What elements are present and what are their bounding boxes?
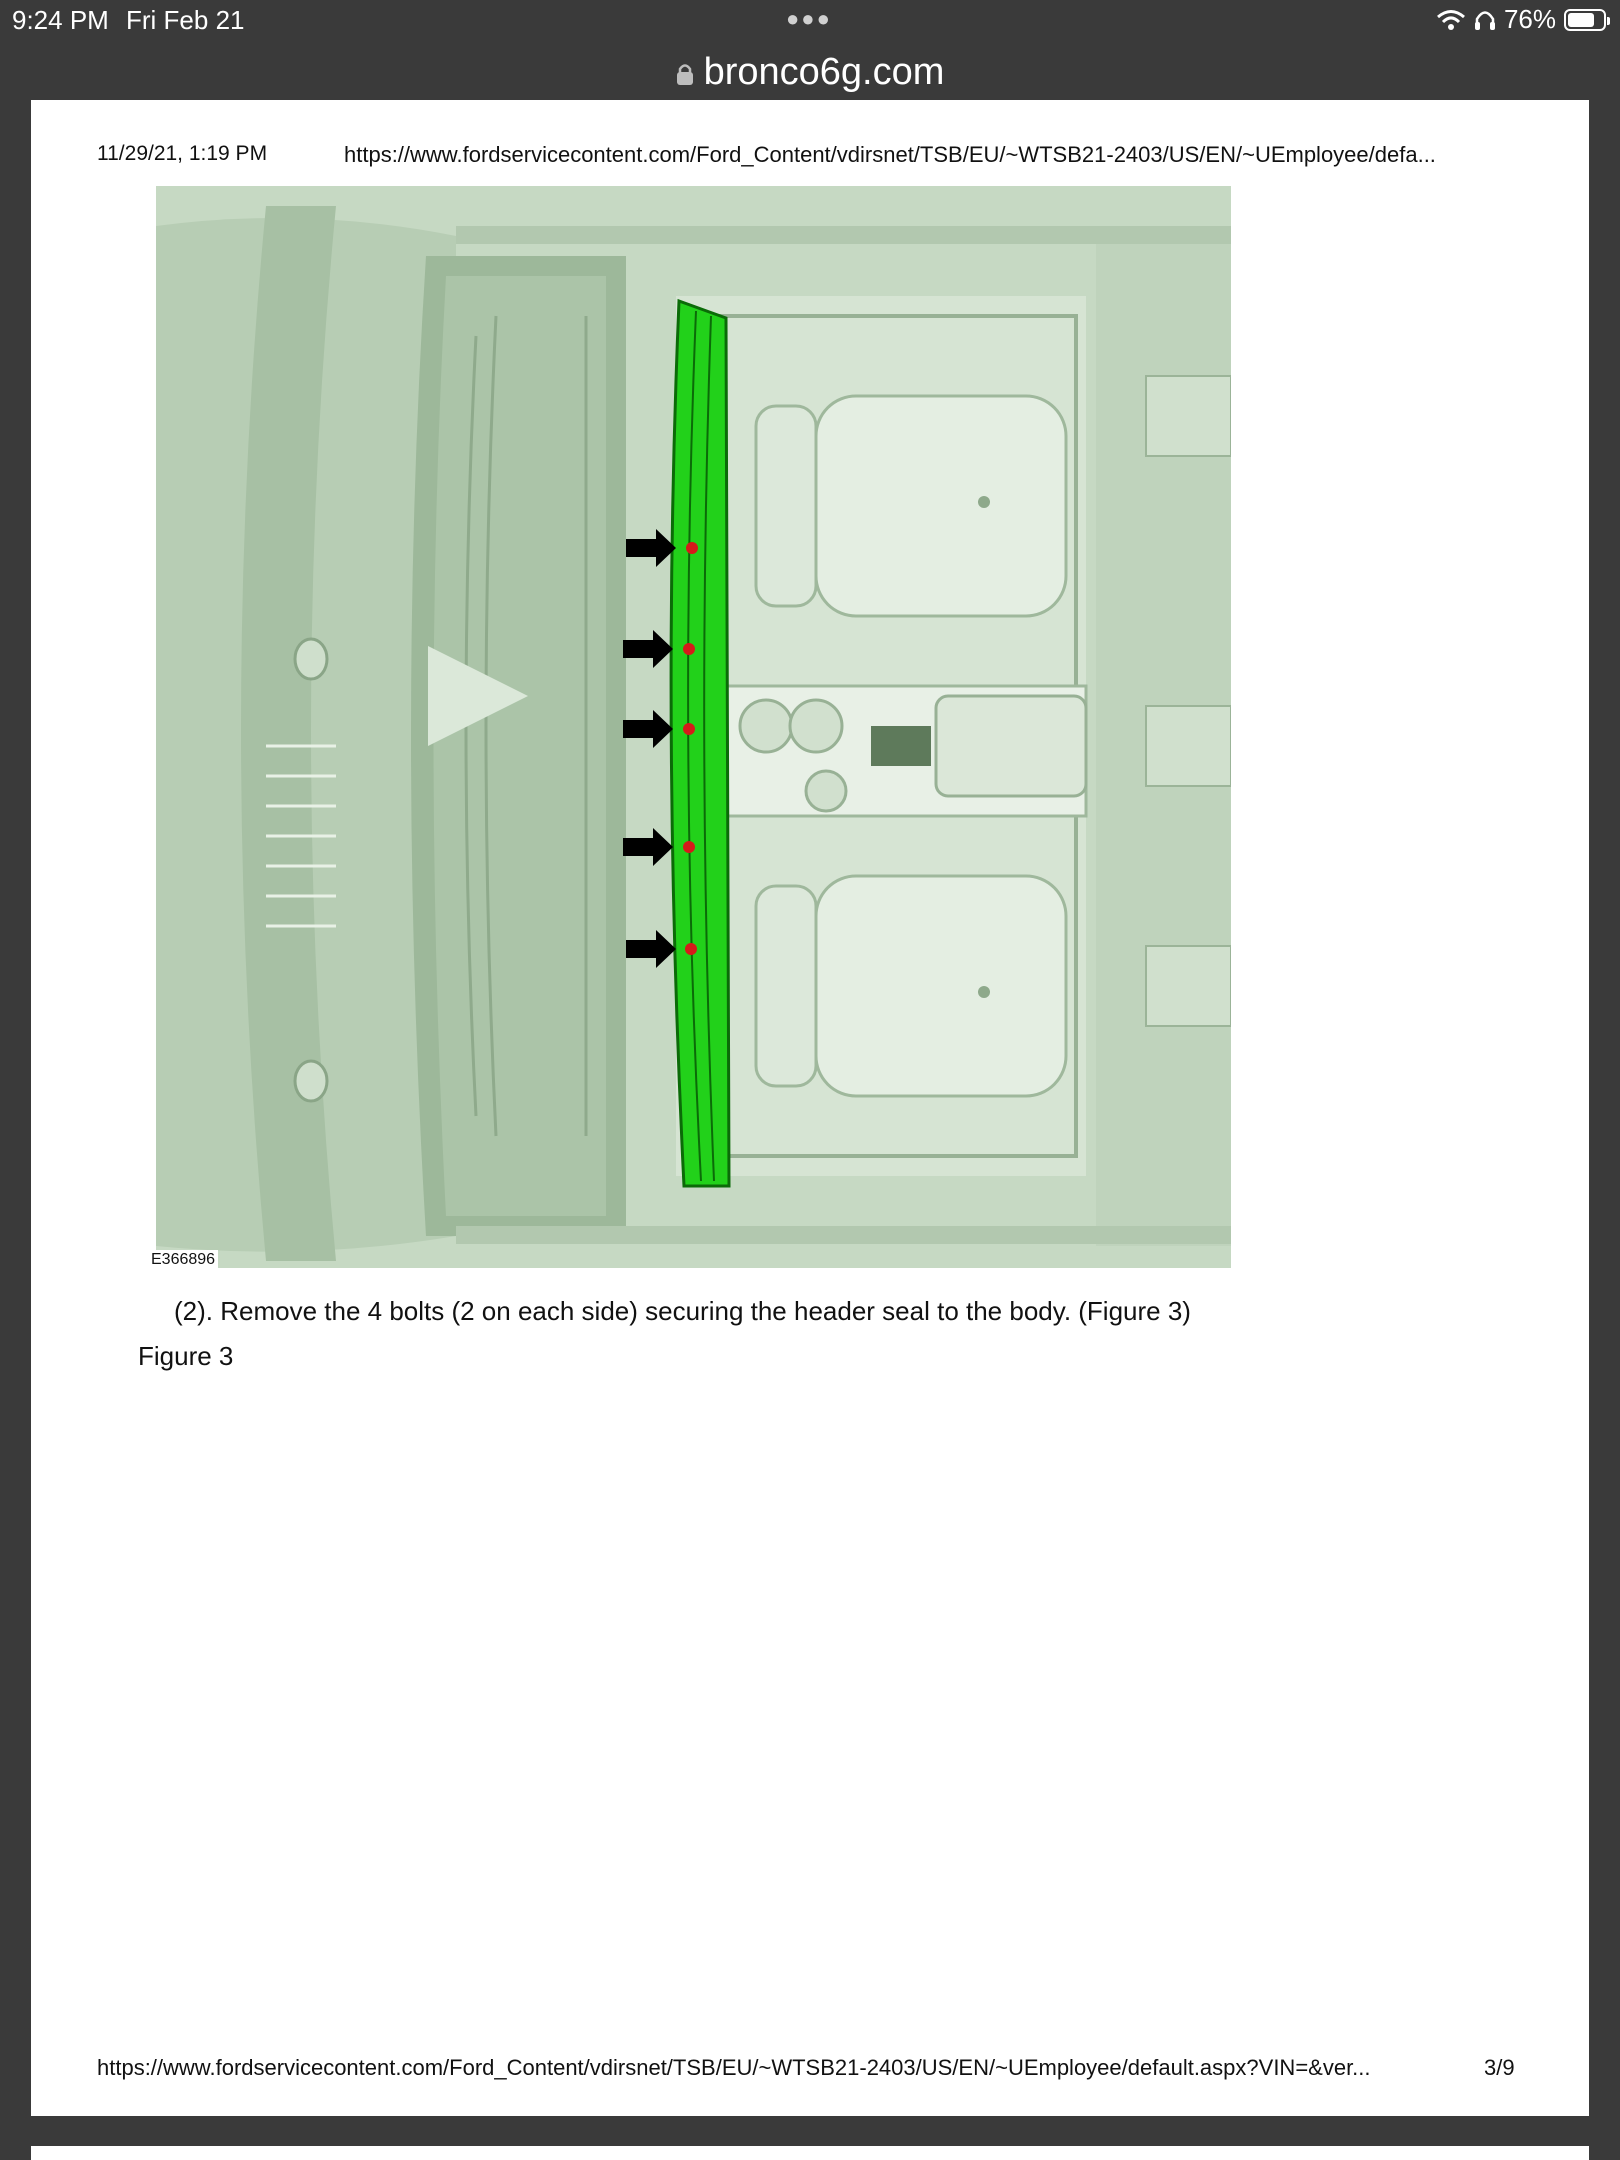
bolt-5: [685, 943, 697, 955]
status-date: Fri Feb 21: [126, 5, 245, 35]
battery-icon: [1564, 9, 1606, 31]
document-page: [31, 100, 1589, 2116]
bolt-3: [683, 723, 695, 735]
step-instruction: (2). Remove the 4 bolts (2 on each side) securing the header seal to the body. (Figure 3): [174, 1296, 1191, 1326]
battery-percent: 76%: [1503, 4, 1556, 34]
wifi-icon: [1436, 8, 1466, 32]
vehicle-diagram-figure: [156, 186, 1231, 1268]
headphones-icon: [1474, 8, 1496, 32]
address-bar[interactable]: [0, 44, 1620, 100]
url-text[interactable]: bronco6g.com: [703, 50, 945, 93]
bolt-1: [686, 542, 698, 554]
footer-url: https://www.fordservicecontent.com/Ford_Content/vdirsnet/TSB/EU/~WTSB21-2403/US/EN/~UEmployee/default.aspx?VIN=&ver...: [97, 2055, 1371, 2080]
battery-fill: [1568, 13, 1594, 27]
vehicle-top-view-illustration: [156, 186, 1231, 1268]
more-dots-icon[interactable]: ●●●: [786, 6, 832, 31]
status-right: [1436, 4, 1606, 35]
status-bar: [0, 0, 1620, 44]
page-number: 3/9: [1484, 2055, 1515, 2080]
figure-caption: Figure 3: [138, 1341, 234, 1371]
next-page-edge: [31, 2146, 1589, 2160]
figure-id-label: E366896: [148, 1250, 218, 1270]
header-date: 11/29/21, 1:19 PM: [97, 142, 268, 165]
status-time: 9:24 PM: [12, 5, 109, 35]
header-seal-highlight: [671, 301, 729, 1186]
lock-icon: [676, 63, 694, 85]
header-url: https://www.fordservicecontent.com/Ford_Content/vdirsnet/TSB/EU/~WTSB21-2403/US/EN/~UEmployee/defa...: [344, 142, 1436, 167]
bolt-2: [683, 643, 695, 655]
bolt-4: [683, 841, 695, 853]
